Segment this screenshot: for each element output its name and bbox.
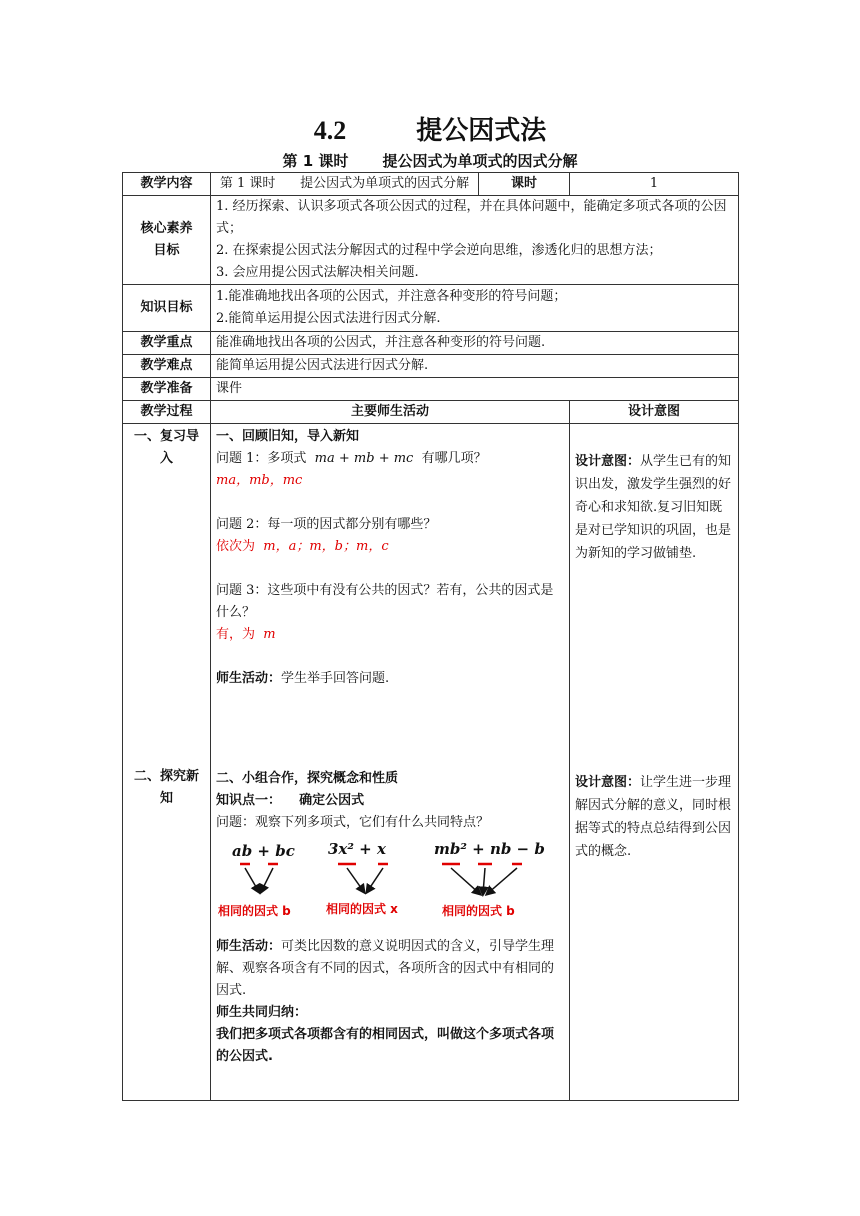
knowledge-point-label: 知识点一： — [216, 793, 282, 808]
section1-activity-label: 师生活动： — [216, 671, 282, 686]
content-lesson: 第 1 课时 — [219, 176, 276, 191]
core-goal-3: 3. 会应用提公因式法解决相关问题. — [216, 265, 419, 280]
knowledge-point-1 — [216, 790, 564, 812]
section2-intent-text: 让学生进一步理解因式分解的意义，同时根据等式的特点总结得到公因式的概念. — [575, 775, 732, 859]
question-1-expr: ma + mb + mc — [314, 451, 414, 466]
section1-intent — [575, 450, 733, 565]
answer-1: ma，mb，mc — [216, 473, 303, 488]
answer-3-prefix: 有，为 — [216, 627, 256, 642]
section1-intent-label: 设计意图： — [575, 454, 641, 469]
summary-label: 师生共同归纳： — [216, 1005, 308, 1020]
example-expr-3: mb² + nb − b — [434, 840, 545, 858]
design-intents — [570, 424, 739, 1101]
row-headers — [123, 401, 739, 424]
row-preparation — [123, 378, 739, 401]
knowledge-goals — [211, 285, 739, 332]
question-1 — [216, 448, 564, 470]
content-topic: 提公因式为单项式的因式分解 — [300, 176, 470, 191]
row-process — [123, 424, 739, 1101]
core-goals — [211, 196, 739, 285]
core-goal-1: 1. 经历探索、认识多项式各项公因式的过程，并在具体问题中，能确定多项式各项的公因式； — [216, 199, 727, 236]
knowledge-point-title: 确定公因式 — [299, 793, 365, 808]
subtitle-lesson: 第 1 课时 — [282, 152, 349, 170]
section2-heading: 二、小组合作，探究概念和性质 — [216, 771, 399, 786]
common-factor-examples — [216, 838, 564, 930]
process-labels — [123, 424, 211, 1101]
answer-3 — [216, 624, 564, 646]
core-label — [123, 196, 211, 285]
difficulty-label: 教学难点 — [123, 355, 211, 378]
row-difficulty — [123, 355, 739, 378]
section2-label-line2: 知 — [159, 791, 173, 806]
subtitle-topic: 提公因式为单项式的因式分解 — [382, 152, 578, 170]
key-point-text: 能准确地找出各项的公因式，并注意各种变形的符号问题. — [211, 332, 739, 355]
row-core-goals — [123, 196, 739, 285]
section1-heading: 一、回顾旧知，导入新知 — [216, 429, 360, 444]
period-value: 1 — [570, 173, 739, 196]
knowledge-label: 知识目标 — [123, 285, 211, 332]
header-activity: 主要师生活动 — [211, 401, 570, 424]
section2-intent — [575, 771, 733, 863]
section1-activity — [216, 668, 564, 690]
row-content — [123, 173, 739, 196]
core-label-line1: 核心素养 — [140, 221, 193, 236]
content-label: 教学内容 — [123, 173, 211, 196]
difficulty-text: 能简单运用提公因式法进行因式分解. — [211, 355, 739, 378]
section1-activity-text: 学生举手回答问题. — [281, 671, 390, 686]
header-process: 教学过程 — [123, 401, 211, 424]
section1-intent-text: 从学生已有的知识出发，激发学生强烈的好奇心和求知欲.复习旧知既是对已学知识的巩固，也是为新知的学习做铺垫. — [575, 454, 732, 561]
header-intent: 设计意图 — [570, 401, 739, 424]
lesson-subtitle — [0, 150, 860, 171]
section2-question: 问题：观察下列多项式，它们有什么共同特点？ — [216, 815, 490, 830]
lesson-plan-table — [122, 172, 739, 1101]
lesson-title — [0, 110, 860, 147]
example-caption-2: 相同的因式 x — [326, 902, 398, 916]
section1-label-line2: 入 — [159, 451, 173, 466]
activities — [211, 424, 570, 1101]
example-expr-1: ab + bc — [232, 842, 295, 860]
question-1-suffix: 有哪几项？ — [421, 451, 487, 466]
title-number: 4.2 — [313, 116, 347, 145]
core-goal-2: 2. 在探索提公因式法分解因式的过程中学会逆向思维，渗透化归的思想方法； — [216, 243, 662, 258]
section2-activity-label: 师生活动： — [216, 939, 282, 954]
section2-intent-label: 设计意图： — [575, 775, 641, 790]
answer-3-value: m — [263, 627, 276, 642]
core-label-line2: 目标 — [153, 243, 180, 258]
answer-2-values: m，a；m，b；m，c — [263, 539, 389, 554]
preparation-label: 教学准备 — [123, 378, 211, 401]
period-label: 课时 — [479, 173, 570, 196]
content-value — [211, 173, 479, 196]
preparation-text: 课件 — [211, 378, 739, 401]
title-text: 提公因式法 — [416, 116, 547, 146]
section2-activity-text: 可类比因数的意义说明因式的含义，引导学生理解、观察各项含有不同的因式，各项所含的因式中有相同的因式. — [216, 939, 555, 998]
summary-text: 我们把多项式各项都含有的相同因式，叫做这个多项式各项的公因式. — [216, 1027, 555, 1064]
question-1-prefix: 问题 1：多项式 — [216, 451, 307, 466]
section2-activity — [216, 936, 564, 1002]
question-2: 问题 2：每一项的因式都分别有哪些？ — [216, 517, 437, 532]
row-knowledge-goals — [123, 285, 739, 332]
key-point-label: 教学重点 — [123, 332, 211, 355]
answer-2-prefix: 依次为 — [216, 539, 256, 554]
knowledge-goal-2: 2.能简单运用提公因式法进行因式分解. — [216, 311, 441, 326]
example-caption-3: 相同的因式 b — [442, 904, 515, 918]
question-3: 问题 3：这些项中有没有公共的因式？若有，公共的因式是什么？ — [216, 583, 554, 620]
example-caption-1: 相同的因式 b — [218, 904, 291, 918]
section1-label-line1: 一、复习导 — [133, 429, 199, 444]
answer-2 — [216, 536, 564, 558]
knowledge-goal-1: 1.能准确地找出各项的公因式，并注意各种变形的符号问题； — [216, 289, 567, 304]
row-key-point — [123, 332, 739, 355]
section2-label-line1: 二、探究新 — [133, 769, 199, 784]
example-expr-2: 3x² + x — [328, 840, 386, 858]
